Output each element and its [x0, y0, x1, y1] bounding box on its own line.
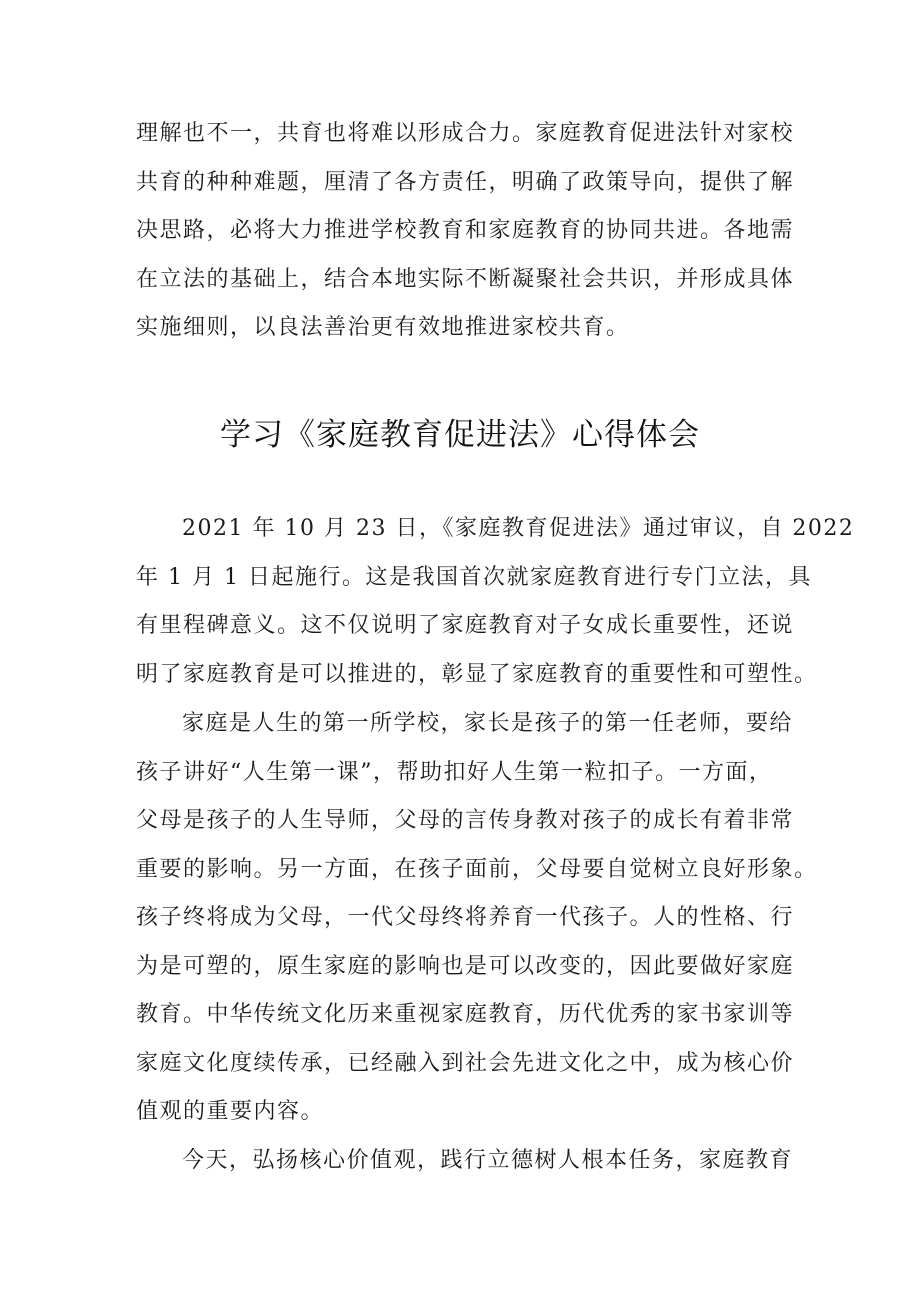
text-line: 年 1 月 1 日起施行。这是我国首次就家庭教育进行专门立法，具	[136, 564, 812, 590]
text-line: 明了家庭教育是可以推进的，彰显了家庭教育的重要性和可塑性。	[136, 661, 818, 687]
text-line: 孩子讲好“人生第一课”，帮助扣好人生第一粒扣子。一方面，	[136, 759, 773, 785]
continuation-paragraph	[136, 110, 796, 353]
text-line: 有里程碑意义。这不仅说明了家庭教育对子女成长重要性，还说	[136, 613, 795, 638]
text-line: 实施细则，以良法善治更有效地推进家校共育。	[136, 315, 630, 340]
text-line: 父母是孩子的人生导师，父母的言传身教对孩子的成长有着非常	[136, 808, 795, 833]
paragraph-2	[136, 700, 818, 1137]
text-line: 共育的种种难题，厘清了各方责任，明确了政策导向，提供了解	[136, 169, 795, 195]
document-title: 学习《家庭教育促进法》心得体会	[220, 417, 700, 453]
text-line: 理解也不一，共育也将难以形成合力。家庭教育促进法针对家校	[136, 121, 795, 146]
text-line: 今天，弘扬核心价值观，践行立德树人根本任务，家庭教育	[182, 1148, 794, 1173]
paragraph-1	[136, 505, 855, 699]
text-line: 家庭文化度续传承，已经融入到社会先进文化之中，成为核心价	[136, 1050, 795, 1076]
text-line: 家庭是人生的第一所学校，家长是孩子的第一任老师，要给	[182, 711, 794, 736]
text-line: 决思路，必将大力推进学校教育和家庭教育的协同共进。各地需	[136, 218, 795, 243]
text-line: 值观的重要内容。	[136, 1099, 325, 1124]
paragraph-3	[136, 1137, 796, 1186]
text-line: 在立法的基础上，结合本地实际不断凝聚社会共识，并形成具体	[136, 266, 795, 292]
text-line: 教育。中华传统文化历来重视家庭教育，历代优秀的家书家训等	[136, 1002, 795, 1027]
text-line: 为是可塑的，原生家庭的影响也是可以改变的，因此要做好家庭	[136, 953, 795, 979]
text-line: 2021 年 10 月 23 日，《家庭教育促进法》通过审议，自 2022	[182, 516, 855, 541]
text-line: 重要的影响。另一方面，在孩子面前，父母要自觉树立良好形象。	[136, 856, 818, 882]
text-line: 孩子终将成为父母，一代父母终将养育一代孩子。人的性格、行	[136, 905, 795, 930]
